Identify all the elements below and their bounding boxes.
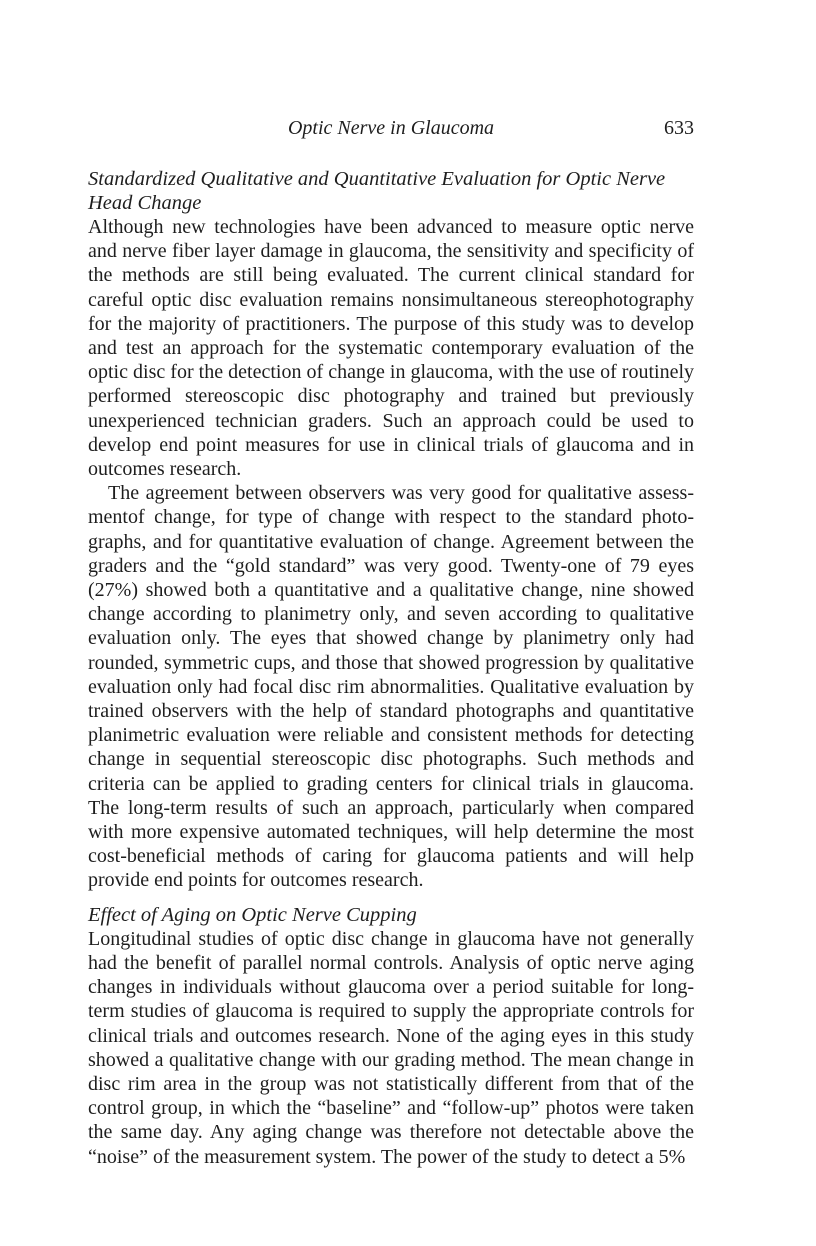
running-header	[88, 112, 694, 144]
section-heading-aging-effect: Effect of Aging on Optic Nerve Cupping	[88, 903, 417, 926]
page-number: 633	[664, 117, 694, 139]
section-heading-standardized-evaluation: Standardized Qualitative and Quantitative Evaluation for Optic Nerve Head Change	[88, 168, 666, 214]
paragraph-technologies: Although new technologies have been advanced to measure optic nerve and nerve fiber layer damage in glaucoma, the sensitivity and specificity of the methods are still being evaluated. The current clinical standard for careful optic disc evaluation remains nonsimultaneous stereophotography for the majority of practitioners. The purpose of this study was to develop and test an approach for the systematic contemporary evaluation of the optic disc for the detection of change in glaucoma, with the use of routinely performed stereoscopic disc photography and trained but previously unexperienced technician graders. Such an approach could be used to develop end point measures for use in clinical trials of glaucoma and in outcomes research.	[88, 216, 694, 481]
paragraph-longitudinal-studies: Longitudinal studies of optic disc change in glaucoma have not generally had the benefit of parallel normal controls. Analysis of optic nerve aging changes in individuals without glaucoma over a period suitable for long-term studies of glaucoma is required to supply the appropriate controls for clinical trials and outcomes research. None of the aging eyes in this study showed a qualitative change with our grading method. The mean change in disc rim area in the group was not statistically different from that of the control group, in which the “baseline” and “follow-up” photos were taken the same day. Any aging change was therefore not detectable above the “noise” of the measurement system. The power of the study to detect a 5%	[88, 927, 694, 1168]
page	[88, 112, 694, 1169]
running-title: Optic Nerve in Glaucoma	[287, 117, 495, 139]
paragraph-observer-agreement: The agreement between observers was very good for qualitative assessmentof change, for type of change with respect to the standard photographs, and for quantitative evaluation of change. Agreement between the graders and the “gold standard” was very good. Twenty-one of 79 eyes (27%) showed both a quantitative and a qualitative change, nine showed change according to planimetry only, and seven according to qualitative evaluation only. The eyes that showed change by planimetry only had rounded, symmetric cups, and those that showed progression by qualitative evaluation only had focal disc rim abnormalities. Qualitative evaluation by trained observers with the help of standard photographs and quantitative planimetric evaluation were reliable and consistent methods for detecting change in sequential stereoscopic disc photographs. Such methods and criteria can be applied to grading centers for clinical trials in glaucoma. The long-term results of such an approach, particularly when compared with more expensive automated techniques, will help determine the most cost-beneficial methods of caring for glaucoma patients and will help provide end points for outcomes research.	[88, 482, 694, 892]
